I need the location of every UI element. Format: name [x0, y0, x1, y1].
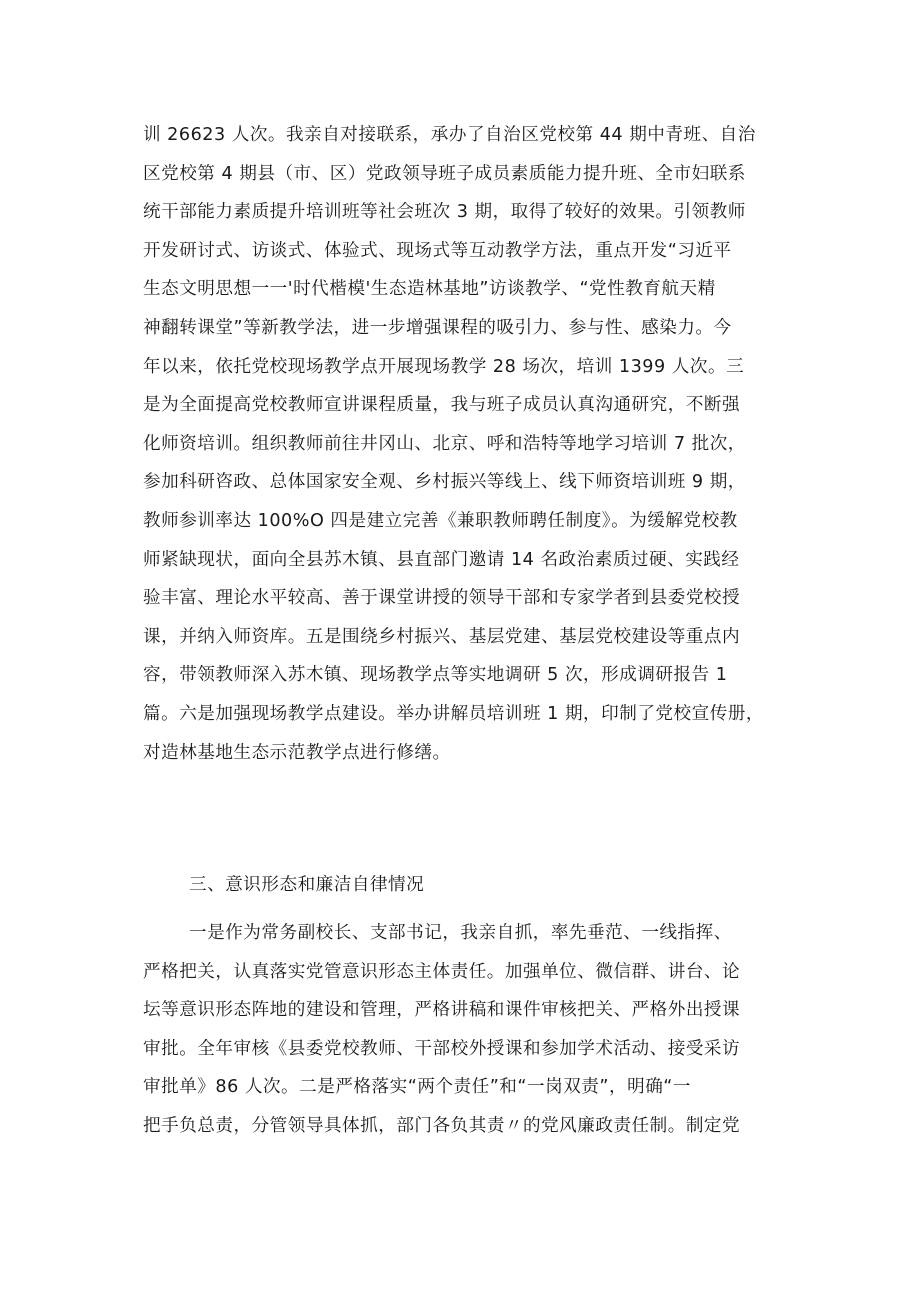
paragraph-line: 容，带领教师深入苏木镇、现场教学点等实地调研 5 次，形成调研报告 1 [143, 665, 728, 686]
paragraph-line: 生态文明思想一一'时代楷模'生态造林基地”访谈教学、“党性教育航天精 [143, 279, 716, 300]
section-heading: 三、意识形态和廉洁自律情况 [189, 875, 425, 895]
section-heading-block [143, 866, 808, 905]
paragraph-line: 是为全面提高党校教师宣讲课程质量，我与班子成员认真沟通研究，不断强 [143, 395, 741, 416]
paragraph-line: 一是作为常务副校长、支部书记，我亲自抓，率先垂范、一线指挥、 [189, 923, 732, 943]
paragraph-line: 教师参训率达 100%O 四是建立完善《兼职教师聘任制度》。为缓解党校教 [143, 510, 738, 531]
paragraph-line: 年以来，依托党校现场教学点开展现场教学 28 场次，培训 1399 人次。三 [143, 356, 745, 377]
paragraph-line: 统干部能力素质提升培训班等社会班次 3 期，取得了较好的效果。引领教师 [143, 202, 746, 223]
paragraph-line: 严格把关，认真落实党管意识形态主体责任。加强单位、微信群、讲台、论 [143, 961, 741, 982]
paragraph-line: 审批。全年审核《县委党校教师、干部校外授课和参加学术活动、接受采访 [143, 1038, 741, 1059]
paragraph-line: 师紧缺现状，面向全县苏木镇、县直部门邀请 14 名政治素质过硬、实践经 [143, 549, 740, 570]
paragraph-ideology-integrity [143, 914, 808, 1146]
paragraph-line: 化师资培训。组织教师前往井冈山、北京、呼和浩特等地学习培训 7 批次， [143, 433, 746, 454]
paragraph-line: 课，并纳入师资库。五是围绕乡村振兴、基层党建、基层党校建设等重点内 [143, 626, 741, 647]
paragraph-line: 对造林基地生态示范教学点进行修缮。 [143, 742, 451, 763]
paragraph-line: 篇。六是加强现场教学点建设。举办讲解员培训班 1 期，印制了党校宣传册， [143, 703, 764, 724]
paragraph-line: 坛等意识形态阵地的建设和管理，严格讲稿和课件审核把关、严格外出授课 [143, 1000, 741, 1021]
paragraph-line: 审批单》86 人次。二是严格落实“两个责任”和“一岗双责”，明确“一 [143, 1077, 691, 1098]
paragraph-line: 神翻转课堂”等新教学法，进一步增强课程的吸引力、参与性、感染力。今 [143, 317, 732, 338]
paragraph-line: 训 26623 人次。我亲自对接联系，承办了自治区党校第 44 期中青班、自治 [143, 125, 756, 145]
paragraph-line: 把手负总责，分管领导具体抓，部门各负其责〃的党风廉政责任制。制定党 [143, 1115, 741, 1136]
paragraph-line: 开发研讨式、访谈式、体验式、现场式等互动教学方法，重点开发“习近平 [143, 240, 732, 261]
paragraph-line: 区党校第 4 期县（市、区）党政领导班子成员素质能力提升班、全市妇联系 [143, 163, 746, 184]
paragraph-line: 参加科研咨政、总体国家安全观、乡村振兴等线上、线下师资培训班 9 期， [143, 472, 746, 493]
paragraph-training-work [143, 116, 808, 772]
paragraph-line: 验丰富、理论水平较高、善于课堂讲授的领导干部和专家学者到县委党校授 [143, 588, 741, 609]
